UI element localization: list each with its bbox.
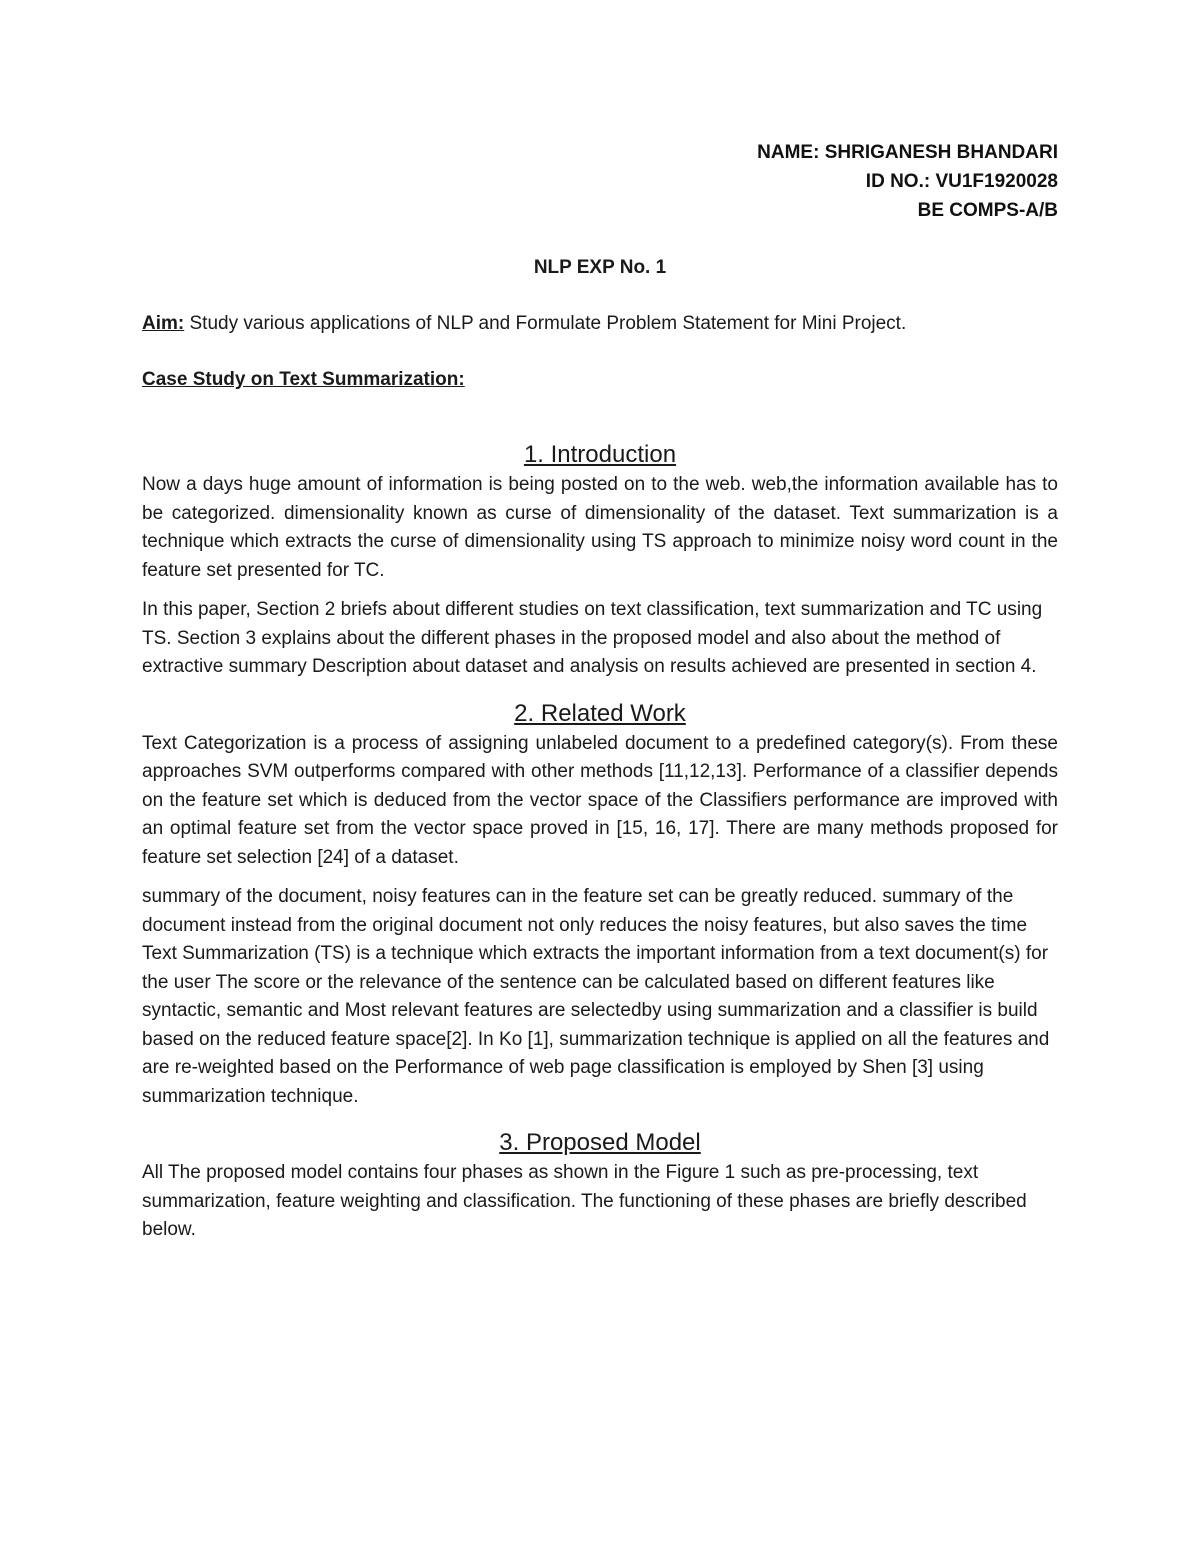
proposed-model-paragraph: All The proposed model contains four phases as shown in the Figure 1 such as pre-processing, text summarization, feature weighting and classification. The functioning of these phases are briefly described below.	[142, 1162, 1027, 1240]
student-class: BE COMPS-A/B	[917, 200, 1058, 221]
introduction-paragraph: In this paper, Section 2 briefs about different studies on text classification, text summarization and TC using TS. Section 3 explains about the different phases in the proposed model and also about the method of extractive summary Description about dataset and analysis on results achieved are presented in section 4.	[142, 599, 1043, 677]
introduction-heading: 1. Introduction	[523, 441, 677, 468]
case-study-title: Case Study on Text Summarization:	[142, 369, 465, 390]
related-work-heading: 2. Related Work	[514, 699, 686, 727]
related-work-paragraph: summary of the document, noisy features can in the feature set can be greatly reduced. summary of the document instead from the original document not only reduces the noisy features, but also saves the time Text Summarization (TS) is a technique which extracts the important information from a text document(s) for the user The score or the relevance of the sentence can be calculated based on different features like syntactic, semantic and Most relevant features are selectedby using summarization and a classifier is build based on the reduced feature space[2]. In Ko [1], summarization technique is applied on all the features and are re-weighted based on the Performance of web page classification is employed by Shen [3] using summarization technique.	[142, 886, 1050, 1107]
student-name: NAME: SHRIGANESH BHANDARI	[757, 142, 1058, 163]
proposed-model-heading: 3. Proposed Model	[499, 1129, 701, 1156]
introduction-paragraph: Now a days huge amount of information is being posted on to the web. web,the information available has to be categorized. dimensionality known as curse of dimensionality of the dataset. Text summarization is a technique which extracts the curse of dimensionality using TS approach to minimize noisy word count in the feature set presented for TC.	[142, 474, 1058, 581]
student-info-block	[142, 138, 1058, 225]
document-page	[142, 138, 1058, 1245]
aim-statement	[142, 309, 1058, 338]
experiment-title: NLP EXP No. 1	[533, 257, 667, 278]
student-id: ID NO.: VU1F1920028	[865, 171, 1058, 192]
related-work-paragraph: Text Categorization is a process of assigning unlabeled document to a predefined category(s). From these approaches SVM outperforms compared with other methods [11,12,13]. Performance of a classifier depends on the feature set which is deduced from the vector space of the Classifiers performance are improved with an optimal feature set from the vector space proved in [15, 16, 17]. There are many methods proposed for feature set selection [24] of a dataset.	[142, 732, 1058, 868]
aim-label: Aim:	[142, 313, 185, 334]
aim-text: Study various applications of NLP and Formulate Problem Statement for Mini Project.	[184, 313, 907, 334]
